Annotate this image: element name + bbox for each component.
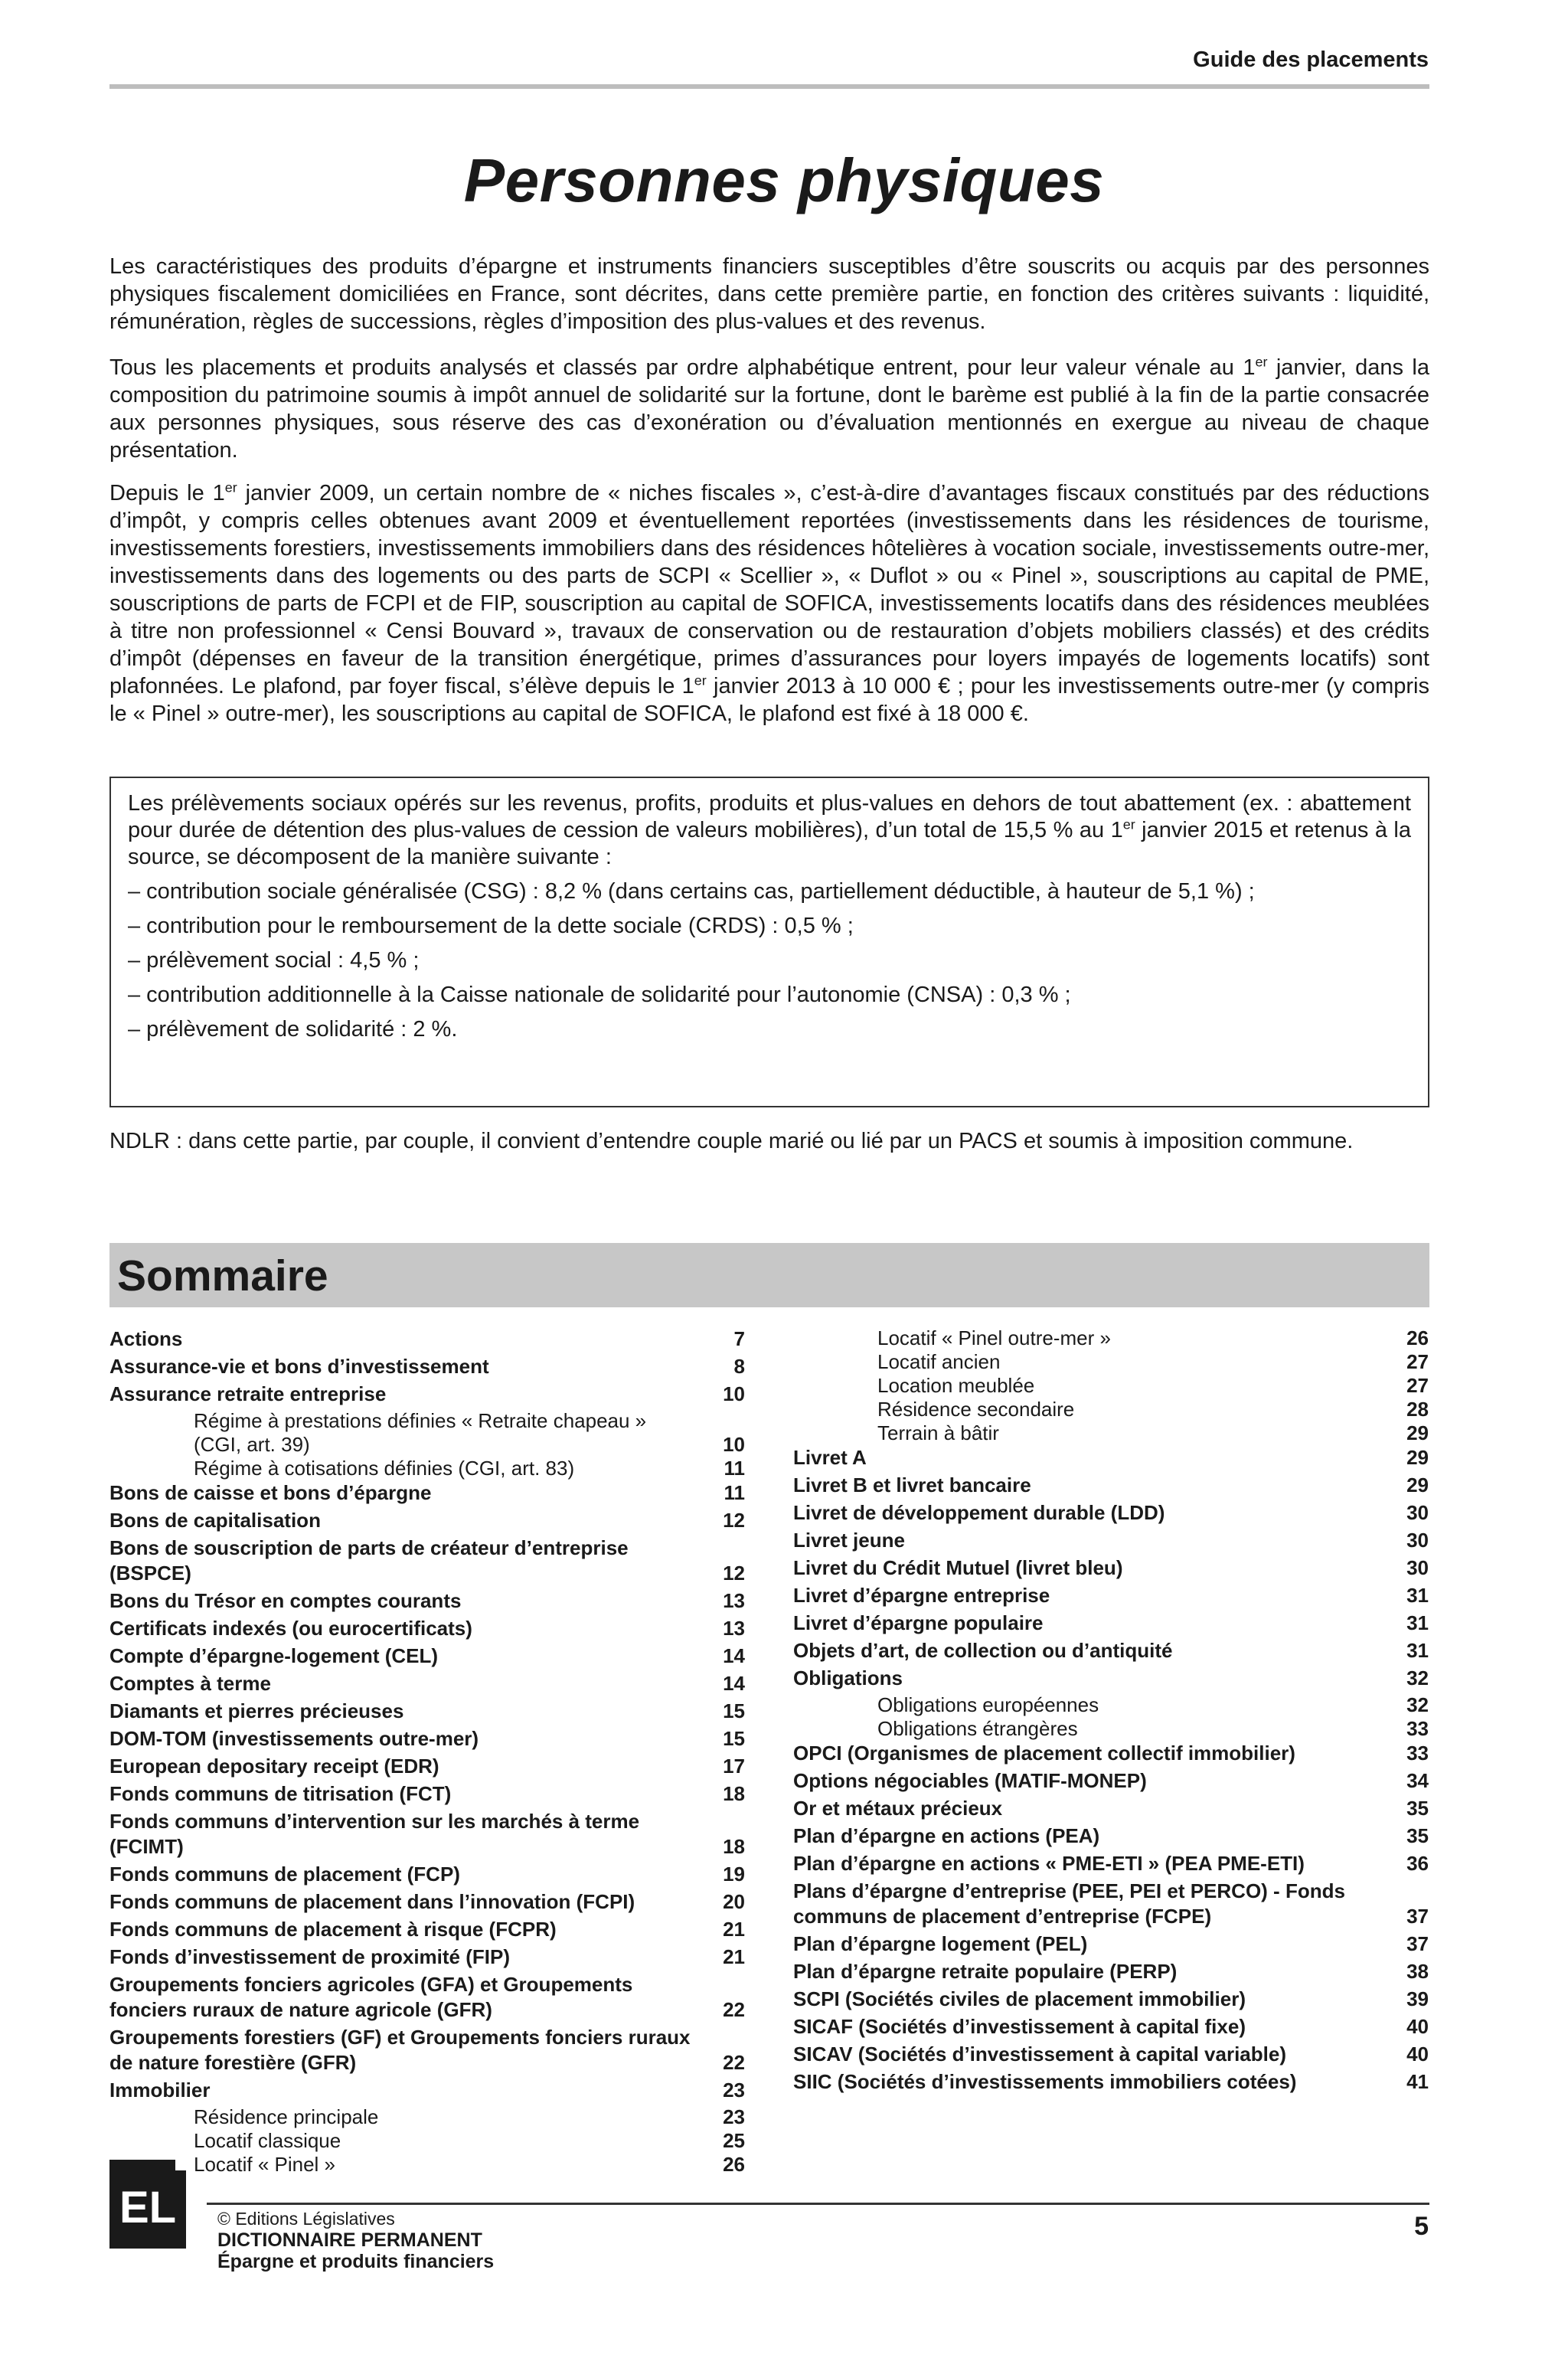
toc-entry-label: Livret B et livret bancaire xyxy=(793,1474,1031,1496)
toc-entry[interactable] xyxy=(109,1781,745,1807)
toc-entry-label: Livret A xyxy=(793,1446,867,1469)
toc-entry-label: Obligations xyxy=(793,1666,903,1689)
toc-entry-page: 35 xyxy=(1406,1797,1429,1820)
toc-entry-page: 30 xyxy=(1406,1529,1429,1552)
box-item: – prélèvement social : 4,5 % ; xyxy=(128,948,420,973)
toc-entry-label: Livret de développement durable (LDD) xyxy=(793,1501,1165,1524)
toc-entry[interactable] xyxy=(109,1354,745,1379)
toc-entry-page: 32 xyxy=(1406,1666,1429,1689)
toc-entry[interactable] xyxy=(109,1644,745,1669)
box-item: – prélèvement de solidarité : 2 %. xyxy=(128,1017,458,1042)
toc-entry-page: 40 xyxy=(1406,2015,1429,2038)
toc-entry-page: 10 xyxy=(723,1433,745,1456)
footer-subtitle: Épargne et produits financiers xyxy=(217,2251,495,2272)
toc-entry-page: 13 xyxy=(723,1617,745,1640)
toc-entry[interactable] xyxy=(793,1500,1429,1526)
toc-entry-page: 31 xyxy=(1406,1611,1429,1634)
toc-entry-label: Locatif « Pinel outre-mer » xyxy=(877,1326,1111,1349)
toc-subentry[interactable] xyxy=(109,1409,745,1457)
toc-entry-label: Plans d’épargne d’entreprise (PEE, PEI et PERCO) - Fonds communs de placement d’entreprise (FCPE) xyxy=(793,1879,1345,1928)
toc-entry-label: Objets d’art, de collection ou d’antiquité xyxy=(793,1639,1173,1662)
toc-entry-page: 14 xyxy=(723,1672,745,1695)
toc-entry-page: 20 xyxy=(723,1890,745,1913)
toc-left-column xyxy=(109,1326,745,2177)
toc-entry[interactable] xyxy=(793,2069,1429,2095)
toc-entry-label: Régime à cotisations définies (CGI, art. 83) xyxy=(194,1457,575,1480)
toc-entry-page: 29 xyxy=(1406,1446,1429,1469)
toc-entry-page: 35 xyxy=(1406,1824,1429,1847)
toc-entry-page: 31 xyxy=(1406,1639,1429,1662)
toc-entry[interactable] xyxy=(793,1583,1429,1608)
toc-entry[interactable] xyxy=(793,1528,1429,1553)
toc-entry[interactable] xyxy=(109,1972,745,2023)
toc-entry-page: 23 xyxy=(723,2105,745,2128)
toc-entry-label: Groupements fonciers agricoles (GFA) et Groupements fonciers ruraux de nature agricole (GFR) xyxy=(109,1973,633,2021)
toc-entry-label: Plan d’épargne en actions « PME-ETI » (PEA PME-ETI) xyxy=(793,1852,1305,1875)
toc-subentry[interactable] xyxy=(793,1374,1429,1398)
toc-entry-label: Location meublée xyxy=(877,1374,1035,1397)
toc-entry[interactable] xyxy=(793,1931,1429,1957)
toc-entry-label: Livret jeune xyxy=(793,1529,905,1552)
toc-entry-label: Fonds d’investissement de proximité (FIP) xyxy=(109,1945,510,1968)
toc-entry-page: 15 xyxy=(723,1699,745,1722)
toc-entry-label: Obligations européennes xyxy=(877,1693,1099,1716)
toc-entry-page: 27 xyxy=(1406,1350,1429,1373)
toc-entry-label: Bons de caisse et bons d’épargne xyxy=(109,1481,432,1504)
toc-entry-page: 37 xyxy=(1406,1932,1429,1955)
sommaire-title: Sommaire xyxy=(117,1251,328,1300)
intro-paragraph-2: Tous les placements et produits analysés et classés par ordre alphabétique entrent, pour leur valeur vénale au 1er janvier, dans la composition du patrimoine soumis à impôt annuel de solidarité sur la fortune, dont le barème est publié à la fin de la partie consacrée aux personnes physiques, sous réserve des cas d’exonération ou d’évaluation mentionnés en exergue au niveau de chaque présentation. xyxy=(109,354,1430,463)
toc-entry-page: 14 xyxy=(723,1644,745,1667)
toc-subentry[interactable] xyxy=(109,2129,745,2153)
toc-entry-label: Plan d’épargne logement (PEL) xyxy=(793,1932,1088,1955)
ndlr-note: NDLR : dans cette partie, par couple, il convient d’entendre couple marié ou lié par un PACS et soumis à imposition commune. xyxy=(109,1129,1354,1153)
toc-subentry[interactable] xyxy=(793,1421,1429,1445)
toc-entry-page: 27 xyxy=(1406,1374,1429,1397)
toc-entry[interactable] xyxy=(109,1809,745,1859)
toc-entry-page: 11 xyxy=(724,1457,745,1480)
toc-entry-label: SICAV (Sociétés d’investissement à capital variable) xyxy=(793,2043,1286,2066)
toc-entry-label: Assurance-vie et bons d’investissement xyxy=(109,1355,489,1378)
toc-entry-page: 29 xyxy=(1406,1474,1429,1496)
toc-entry-label: Fonds communs de titrisation (FCT) xyxy=(109,1782,452,1805)
toc-subentry[interactable] xyxy=(109,2153,745,2177)
logo-text: EL xyxy=(119,2183,177,2232)
toc-entry-label: Fonds communs de placement (FCP) xyxy=(109,1863,460,1886)
toc-entry-label: Terrain à bâtir xyxy=(877,1421,999,1444)
page-number: 5 xyxy=(1414,2212,1429,2241)
toc-entry-page: 38 xyxy=(1406,1960,1429,1983)
toc-subentry[interactable] xyxy=(109,1457,745,1480)
toc-entry[interactable] xyxy=(793,1851,1429,1876)
toc-entry-label: Comptes à terme xyxy=(109,1672,271,1695)
toc-entry[interactable] xyxy=(793,1796,1429,1821)
box-lead: Les prélèvements sociaux opérés sur les revenus, profits, produits et plus-values en dehors de tout abattement (ex. : abattement pour durée de détention des plus-values de cession de valeurs mobilières), d’un total de 15,5 % au 1er janvier 2015 et retenus à la source, se décomposent de la manière suivante : xyxy=(128,791,1411,869)
toc-entry-page: 17 xyxy=(723,1755,745,1778)
toc-entry[interactable] xyxy=(109,1616,745,1641)
toc-entry-page: 21 xyxy=(723,1945,745,1968)
toc-entry-label: Options négociables (MATIF-MONEP) xyxy=(793,1769,1147,1792)
toc-entry[interactable] xyxy=(109,1508,745,1533)
toc-entry[interactable] xyxy=(109,1862,745,1887)
toc-entry-page: 23 xyxy=(723,2079,745,2102)
editions-legislatives-logo xyxy=(109,2160,186,2249)
toc-entry[interactable] xyxy=(109,1754,745,1779)
toc-entry-label: Fonds communs de placement dans l’innovation (FCPI) xyxy=(109,1890,635,1913)
toc-entry-label: Assurance retraite entreprise xyxy=(109,1382,387,1405)
toc-entry[interactable] xyxy=(793,1987,1429,2012)
running-head: Guide des placements xyxy=(1193,47,1429,72)
toc-entry-label: Fonds communs de placement à risque (FCPR) xyxy=(109,1918,557,1941)
footer-dictionary: DICTIONNAIRE PERMANENT xyxy=(217,2229,482,2251)
toc-entry[interactable] xyxy=(109,2025,745,2075)
toc-entry[interactable] xyxy=(109,1917,745,1942)
toc-entry-label: Certificats indexés (ou eurocertificats) xyxy=(109,1617,472,1640)
toc-entry-label: Bons de souscription de parts de créateur d’entreprise (BSPCE) xyxy=(109,1536,629,1585)
toc-entry-label: Groupements forestiers (GF) et Groupements fonciers ruraux de nature forestière (GFR) xyxy=(109,2026,691,2074)
toc-entry-label: Bons du Trésor en comptes courants xyxy=(109,1589,462,1612)
toc-entry[interactable] xyxy=(109,1889,745,1915)
toc-entry[interactable] xyxy=(109,1945,745,1970)
toc-entry-page: 12 xyxy=(723,1509,745,1532)
toc-entry-label: Immobilier xyxy=(109,2079,211,2102)
toc-entry[interactable] xyxy=(793,1741,1429,1766)
box-item: – contribution pour le remboursement de la dette sociale (CRDS) : 0,5 % ; xyxy=(128,914,854,938)
toc-entry-label: Résidence secondaire xyxy=(877,1398,1075,1421)
toc-entry-page: 21 xyxy=(723,1918,745,1941)
toc-subentry[interactable] xyxy=(793,1326,1429,1350)
toc-entry-label: Livret d’épargne populaire xyxy=(793,1611,1044,1634)
toc-entry[interactable] xyxy=(109,1480,745,1506)
toc-entry[interactable] xyxy=(109,1326,745,1352)
toc-subentry[interactable] xyxy=(793,1350,1429,1374)
toc-entry-page: 15 xyxy=(723,1727,745,1750)
toc-entry[interactable] xyxy=(109,1699,745,1724)
toc-entry-label: Diamants et pierres précieuses xyxy=(109,1699,404,1722)
sommaire-header xyxy=(109,1243,1429,1307)
toc-entry-page: 10 xyxy=(723,1382,745,1405)
toc-right-column xyxy=(793,1326,1429,2097)
toc-entry[interactable] xyxy=(793,1555,1429,1581)
toc-entry-page: 37 xyxy=(1406,1905,1429,1928)
toc-entry[interactable] xyxy=(793,2014,1429,2039)
toc-entry-page: 22 xyxy=(723,1998,745,2021)
toc-entry[interactable] xyxy=(793,1823,1429,1849)
toc-entry[interactable] xyxy=(109,2078,745,2103)
toc-entry[interactable] xyxy=(793,1611,1429,1636)
toc-entry-label: Fonds communs d’intervention sur les marchés à terme (FCIMT) xyxy=(109,1810,640,1858)
toc-entry-page: 18 xyxy=(723,1835,745,1858)
toc-entry-label: Bons de capitalisation xyxy=(109,1509,321,1532)
toc-entry-page: 25 xyxy=(723,2129,745,2152)
footer-publisher xyxy=(217,2209,494,2272)
toc-entry-label: Locatif « Pinel » xyxy=(194,2153,336,2176)
toc-entry-page: 28 xyxy=(1406,1398,1429,1421)
toc-entry[interactable] xyxy=(109,1536,745,1586)
toc-entry-label: SICAF (Sociétés d’investissement à capital fixe) xyxy=(793,2015,1246,2038)
toc-subentry[interactable] xyxy=(793,1693,1429,1717)
toc-entry[interactable] xyxy=(109,1588,745,1614)
toc-entry-page: 36 xyxy=(1406,1852,1429,1875)
toc-entry[interactable] xyxy=(793,1445,1429,1470)
toc-entry-label: Locatif ancien xyxy=(877,1350,1001,1373)
toc-entry-page: 33 xyxy=(1406,1717,1429,1740)
toc-entry-page: 18 xyxy=(723,1782,745,1805)
header-rule xyxy=(109,84,1429,89)
toc-entry-label: Or et métaux précieux xyxy=(793,1797,1003,1820)
toc-entry-page: 8 xyxy=(733,1355,745,1378)
toc-entry-label: OPCI (Organismes de placement collectif immobilier) xyxy=(793,1742,1295,1765)
toc-entry[interactable] xyxy=(109,1671,745,1696)
toc-entry-label: Livret du Crédit Mutuel (livret bleu) xyxy=(793,1556,1123,1579)
toc-entry-label: Résidence principale xyxy=(194,2105,379,2128)
toc-entry-label: DOM-TOM (investissements outre-mer) xyxy=(109,1727,479,1750)
page-title: Personnes physiques xyxy=(463,146,1105,214)
toc-entry-page: 31 xyxy=(1406,1584,1429,1607)
toc-entry-label: Plan d’épargne en actions (PEA) xyxy=(793,1824,1100,1847)
toc-entry-page: 12 xyxy=(723,1562,745,1585)
toc-entry-label: Régime à prestations définies « Retraite chapeau » (CGI, art. 39) xyxy=(194,1409,647,1456)
toc-entry-page: 30 xyxy=(1406,1556,1429,1579)
footer-rule xyxy=(207,2203,1429,2205)
toc-entry-page: 32 xyxy=(1406,1693,1429,1716)
toc-entry[interactable] xyxy=(793,1666,1429,1691)
toc-entry-page: 26 xyxy=(1406,1326,1429,1349)
toc-subentry[interactable] xyxy=(793,1398,1429,1421)
toc-entry[interactable] xyxy=(793,1768,1429,1794)
toc-entry[interactable] xyxy=(793,2042,1429,2067)
toc-entry[interactable] xyxy=(793,1879,1429,1929)
toc-entry-page: 29 xyxy=(1406,1421,1429,1444)
toc-entry-page: 22 xyxy=(723,2051,745,2074)
toc-entry-page: 30 xyxy=(1406,1501,1429,1524)
toc-subentry[interactable] xyxy=(109,2105,745,2129)
toc-entry-page: 11 xyxy=(724,1481,745,1504)
toc-entry[interactable] xyxy=(109,1382,745,1407)
toc-entry[interactable] xyxy=(793,1959,1429,1984)
toc-entry-label: Obligations étrangères xyxy=(877,1717,1078,1740)
toc-entry[interactable] xyxy=(793,1473,1429,1498)
intro-paragraph-1: Les caractéristiques des produits d’épargne et instruments financiers susceptibles d’être souscrits ou acquis par des personnes physiques fiscalement domiciliées en France, sont décrites, dans cette première partie, en fonction des critères suivants : liquidité, rémunération, règles de successions, règles d’imposition des plus-values et des revenus. xyxy=(109,254,1429,334)
toc-entry-page: 19 xyxy=(723,1863,745,1886)
toc-entry-page: 13 xyxy=(723,1589,745,1612)
toc-entry-label: European depositary receipt (EDR) xyxy=(109,1755,439,1778)
footer-copyright: © Editions Législatives xyxy=(217,2209,395,2229)
toc-subentry[interactable] xyxy=(793,1717,1429,1741)
toc-entry-label: SIIC (Sociétés d’investissements immobiliers cotées) xyxy=(793,2070,1297,2093)
toc-entry-label: Compte d’épargne-logement (CEL) xyxy=(109,1644,439,1667)
toc-entry-page: 40 xyxy=(1406,2043,1429,2066)
toc-entry-page: 34 xyxy=(1406,1769,1429,1792)
toc-entry-page: 7 xyxy=(733,1327,745,1350)
toc-entry[interactable] xyxy=(793,1638,1429,1663)
toc-entry-label: Actions xyxy=(109,1327,183,1350)
toc-entry-label: SCPI (Sociétés civiles de placement immobilier) xyxy=(793,1987,1246,2010)
box-item: – contribution additionnelle à la Caisse nationale de solidarité pour l’autonomie (CNSA) : 0,3 % ; xyxy=(128,983,1071,1007)
toc-entry-page: 26 xyxy=(723,2153,745,2176)
social-levies-box xyxy=(109,777,1429,1107)
box-item: – contribution sociale généralisée (CSG) : 8,2 % (dans certains cas, partiellement déductible, à hauteur de 5,1 %) ; xyxy=(128,879,1255,904)
toc-entry[interactable] xyxy=(109,1726,745,1752)
toc-entry-label: Locatif classique xyxy=(194,2129,341,2152)
toc-entry-page: 41 xyxy=(1406,2070,1429,2093)
toc-entry-label: Plan d’épargne retraite populaire (PERP) xyxy=(793,1960,1178,1983)
intro-paragraph-3: Depuis le 1er janvier 2009, un certain nombre de « niches fiscales », c’est-à-dire d’avantages fiscaux constitués par des réductions d’impôt, y compris celles obtenues avant 2009 et éventuellement reportées (investissements dans les résidences de tourisme, investissements forestiers, investissements immobiliers dans des résidences hôtelières à vocation sociale, investissements outre-mer, investissements dans des logements ou des parts de SCPI « Scellier », « Duflot » ou « Pinel », souscriptions au capital de PME, souscriptions de parts de FCPI et de FIP, souscription au capital de SOFICA, investissements locatifs dans des résidences meublées à titre non professionnel « Censi Bouvard », travaux de conservation ou de restauration d’objets mobiliers classés) et des crédits d’impôt (dépenses en faveur de la transition énergétique, primes d’assurances pour loyers impayés de logements locatifs) sont plafonnées. Le plafond, par foyer fiscal, s’élève depuis le 1er janvier 2013 à 10 000 € ; pour les investissements outre-mer (y compris le « Pinel » outre-mer), les souscriptions au capital de SOFICA, le plafond est fixé à 18 000 €. xyxy=(109,479,1429,726)
toc-entry-label: Livret d’épargne entreprise xyxy=(793,1584,1050,1607)
toc-entry-page: 33 xyxy=(1406,1742,1429,1765)
toc-entry-page: 39 xyxy=(1406,1987,1429,2010)
